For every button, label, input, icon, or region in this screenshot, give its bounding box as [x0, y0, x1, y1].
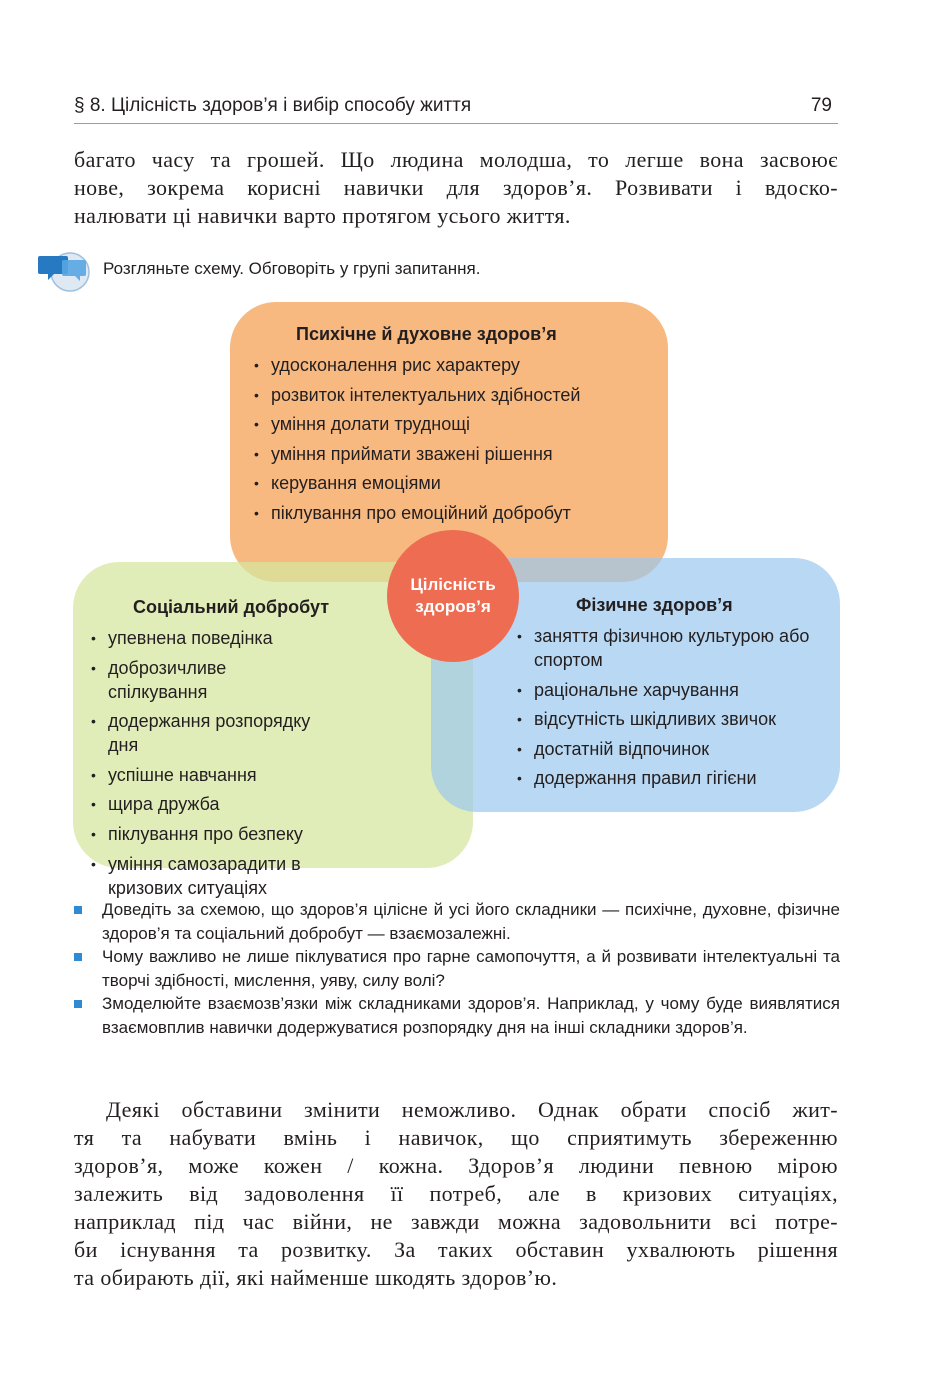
list-item: • відсутність шкідливих звичок — [517, 707, 821, 731]
list-item: • додержання правил гігієни — [517, 766, 821, 790]
text-line: та обирають дії, які найменше шкодять здоров’ю. — [74, 1265, 558, 1290]
list-item: • розвиток інтелектуальних здібностей — [254, 384, 664, 414]
list-item: • удосконалення рис характеру — [254, 354, 664, 384]
physical-health-title: Фізичне здоров’я — [576, 595, 733, 615]
social-wellbeing-title: Соціальний добробут — [133, 597, 330, 617]
text-line: здоров’я, може кожен / кожна. Здоров’я людини певною мірою — [74, 1153, 838, 1178]
intro-paragraph — [74, 146, 838, 230]
question-item: Чому важливо не лише піклуватися про гарне самопочуття, а й розвивати інтелектуальні та творчі здібності, мислення, уяву, силу волі? — [74, 945, 840, 992]
list-item: • упевнена поведінка — [91, 626, 323, 650]
text-line: наприклад під час війни, не завжди можна задовольнити всі потре- — [74, 1209, 838, 1234]
list-item: • піклування про безпеку — [91, 822, 323, 846]
header-title: § 8. Цілісність здоров’я і вибір способу життя — [74, 95, 472, 116]
text-line: Деякі обставини змінити неможливо. Однак обрати спосіб жит- — [106, 1097, 838, 1122]
center-label-line: Цілісність — [410, 575, 496, 594]
discussion-icon — [38, 250, 90, 294]
center-label-line: здоров’я — [415, 597, 491, 616]
physical-health-list — [517, 624, 821, 796]
list-item: • успішне навчання — [91, 763, 323, 787]
text-line: тя та набувати вмінь і навичок, що сприятимуть збереженню — [74, 1125, 838, 1150]
list-item: • уміння самозарадити в кризових ситуаціях — [91, 852, 323, 900]
psychological-health-list — [254, 354, 664, 532]
list-item: • піклування про емоційний добробут — [254, 502, 664, 532]
list-item: • додержання розпорядку дня — [91, 709, 323, 757]
text-line: залежить від задоволення її потреб, але в кризових ситуаціях, — [74, 1181, 838, 1206]
list-item: • уміння приймати зважені рішення — [254, 443, 664, 473]
list-item: • раціональне харчування — [517, 678, 821, 702]
text-line: налювати ці навички варто протягом усього життя. — [74, 203, 571, 228]
closing-paragraph — [74, 1096, 838, 1292]
page-number: 79 — [810, 95, 832, 116]
list-item: • керування емоціями — [254, 472, 664, 502]
question-item: Доведіть за схемою, що здоров’я цілісне й усі його складники — психічне, духовне, фізичне здоров’я та соціальний добробут — взаємозалежні. — [74, 898, 840, 945]
psychological-health-title: Психічне й духовне здоров’я — [296, 324, 557, 344]
list-item: • уміння долати труднощі — [254, 413, 664, 443]
list-item: • доброзичливе спілкування — [91, 656, 323, 704]
text-line: багато часу та грошей. Що людина молодша, то легше вона засвоює — [74, 147, 838, 172]
social-wellbeing-list — [91, 626, 323, 905]
list-item: • достатній відпочинок — [517, 737, 821, 761]
health-integrity-circle — [387, 530, 519, 662]
list-item: • заняття фізичною культурою або спортом — [517, 624, 821, 672]
list-item: • щира дружба — [91, 792, 323, 816]
page-header — [74, 95, 838, 124]
question-list — [74, 898, 840, 1039]
task-prompt: Розгляньте схему. Обговоріть у групі запитання. — [103, 259, 481, 278]
question-item: Змоделюйте взаємозв’язки між складниками здоров’я. Наприклад, у чому буде виявлятися взаємовплив навички додержуватися розпорядку дня на інші складники здоров’я. — [74, 992, 840, 1039]
text-line: нове, зокрема корисні навички для здоров’я. Розвивати і вдоско- — [74, 175, 838, 200]
text-line: би існування та розвитку. За таких обставин ухвалюють рішення — [74, 1237, 838, 1262]
